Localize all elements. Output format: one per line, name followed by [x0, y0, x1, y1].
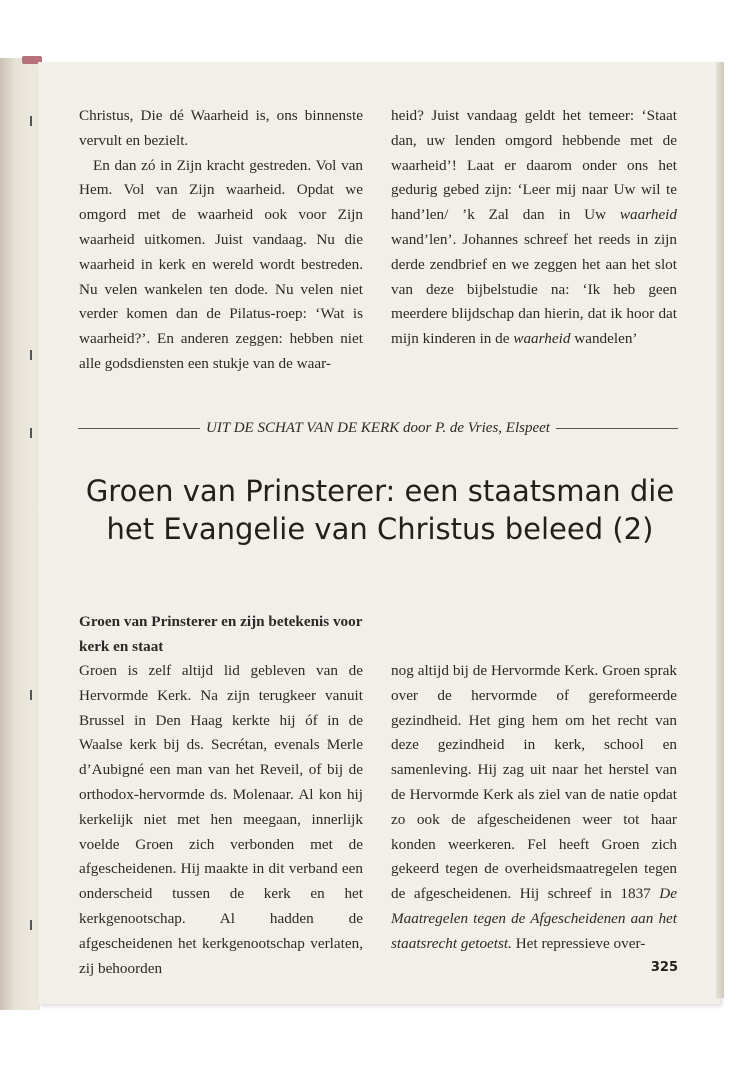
rule-line	[556, 428, 678, 429]
section-rubric	[78, 418, 678, 438]
margin-tick	[30, 350, 32, 360]
margin-tick	[30, 690, 32, 700]
book-spine	[0, 58, 40, 1010]
paragraph: nog altijd bij de Hervormde Kerk. Groen sprak over de hervormde of gereformeerde gezindheid. Het ging hem om het recht van deze gezindheid in kerk, school en samenleving. Hij zag uit naar het herstel van de Hervormde Kerk als ziel van de natie opdat zo ook de afgescheidenen weer tot haar konden weerkeren. Fel heeft Groen zich gekeerd tegen de overheidsmaatregelen tegen de afgescheidenen. Hij schreef in 1837 De Maatregelen tegen de Afgescheidenen aan het staatsrecht getoetst. Het repressieve over-	[391, 662, 677, 952]
article-headline: Groen van Prinsterer: een staatsman die het Evangelie van Christus beleed (2)	[85, 474, 675, 546]
page-number: 325	[650, 960, 678, 975]
column-top-right	[391, 104, 677, 352]
margin-tick	[30, 428, 32, 438]
rubric-text: UIT DE SCHAT VAN DE KERK door P. de Vries, Elspeet	[206, 419, 550, 436]
paragraph: heid? Juist vandaag geldt het temeer: ‘Staat dan, uw lenden omgord hebbende met de waarheid’! Laat er daarom onder ons het gedurig gebed zijn: ‘Leer mij naar Uw wil te hand’len/ ’k Zal dan in Uw waarheid wand’len’. Johannes schreef het reeds in zijn derde zendbrief en we zeggen het aan het slot van deze bijbelstudie na: ‘Ik heb geen meerdere blijdschap dan hierin, dat ik hoor dat mijn kinderen in de waarheid wandelen’	[391, 107, 677, 348]
column-bottom-right	[391, 659, 677, 957]
paragraph: Christus, Die dé Waarheid is, ons binnenste vervult en bezielt.	[79, 107, 363, 149]
rule-line	[78, 428, 200, 429]
margin-tick	[30, 920, 32, 930]
paragraph: En dan zó in Zijn kracht gestreden. Vol van Hem. Vol van Zijn waarheid. Opdat we omgord met de waarheid ook voor Zijn waarheid uitkomen. Juist vandaag. Nu die waarheid in kerk en wereld wordt bestreden. Nu velen wankelen ten dode. Nu velen niet verder komen dan de Pilatus-roep: ‘Wat is waarheid?’. En anderen zeggen: hebben niet alle godsdiensten een stukje van de waar-	[79, 156, 363, 372]
column-top-left	[79, 104, 363, 377]
page-edge	[716, 62, 724, 998]
paragraph: Groen is zelf altijd lid gebleven van de Hervormde Kerk. Na zijn terugkeer vanuit Brussel in Den Haag kerkte hij óf in de Waalse kerk bij ds. Secrétan, evenals Merle d’Aubigné een man van het Reveil, of bij de orthodox-hervormde ds. Molenaar. Al kon hij kerkelijk niet met hen meegaan, innerlijk voelde Groen zich verbonden met de afgescheidenen. Hij maakte in dit verband een onderscheid tussen de kerk en het kerkgenootschap. Al hadden de afgescheidenen het kerkgenootschap verlaten, zij behoorden	[79, 662, 363, 977]
margin-tick	[30, 116, 32, 126]
column-bottom-left	[79, 659, 363, 981]
section-subheading: Groen van Prinsterer en zijn betekenis voor kerk en staat	[79, 613, 363, 655]
